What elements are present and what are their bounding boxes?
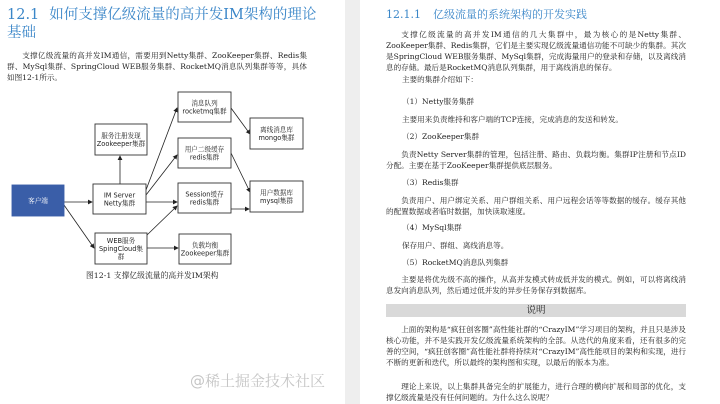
node-label: Zookeeper集群	[96, 140, 146, 148]
diagram-node-zk-register	[95, 124, 147, 155]
item-desc: 主要用来负责维持和客户端的TCP连接，完成消息的发送和转发。	[402, 115, 624, 124]
node-label: 消息队列	[191, 99, 218, 108]
node-label: Zookeeper集群	[180, 249, 230, 258]
section-heading: 12.1 如何支撑亿级流量的高并发IM架构的理论基础	[7, 7, 317, 41]
node-label: 群	[117, 253, 125, 261]
node-label: mongo集群	[258, 134, 295, 142]
node-label: redis集群	[189, 198, 220, 207]
note-paragraph: 上面的架构是“疯狂创客圈”高性能社群的“CrazyIM”学习项目的架构，并且只是涉及核心功能，并不是实践开发亿级流量系统架构的全部。从迭代的角度来看，还有很多的完善的空间，“疯狂创客圈”高性能社群将持续对“CrazyIM”高性能项目的架构和实现，进行不断的更新和迭代，所以最终的架构图和实现，以最后的版本为准。	[386, 325, 686, 367]
diagram-node-mongo	[250, 118, 303, 149]
intro-paragraph: 支撑亿级流量的高并发IM通信，需要用到Netty集群、ZooKeeper集群、Redis集群、MySql集群、SpringCloud WEB服务集群、RocketMQ消息队列集群等等，具体如图12-1所示。	[7, 51, 307, 82]
node-label: Netty集群	[103, 199, 136, 208]
diagram-node-redis-session	[178, 183, 231, 213]
page-gutter	[345, 0, 360, 404]
item-title: （4）MySql集群	[402, 223, 462, 232]
paragraph: 主要的集群介绍如下：	[402, 75, 478, 84]
note-header: 说明	[386, 304, 686, 317]
node-label: mysql集群	[260, 197, 293, 205]
item-title: （1）Netty服务集群	[402, 97, 474, 106]
item-desc: 主要是将优先级不高的操作，从高并发模式转成低并发的模式。例如，可以将离线消息发向消息队列，然后通过低并发的异步任务保存到数据库。	[386, 275, 686, 295]
node-label: 用户数据库	[260, 189, 293, 197]
node-label: 负载均衡	[191, 241, 219, 250]
node-label: IM Server	[103, 191, 136, 200]
item-title: （2）ZooKeeper集群	[402, 132, 480, 141]
node-label: 用户二级缓存	[184, 145, 225, 154]
paragraph: 理论上来说，以上集群具备完全的扩展能力，进行合理的横向扩展和局部的优化，支撑亿级流量是没有任何问题的。为什么这么说呢？	[386, 382, 686, 402]
subsection-heading: 12.1.1 亿级流量的系统架构的开发实践	[386, 8, 587, 21]
diagram-arrows	[64, 108, 250, 248]
node-label: Session缓存	[185, 190, 224, 199]
diagram-node-client	[12, 185, 64, 216]
figure-caption: 图12-1 支撑亿级流量的高并发IM架构	[86, 271, 219, 280]
item-desc: 负责Netty Server集群的管理，包括注册、路由、负载均衡。集群IP注册和节点ID分配。主要在基于ZooKeeper集群提供底层服务。	[386, 150, 686, 170]
item-desc: 负责用户、用户绑定关系、用户群组关系、用户远程会话等等数据的缓存。缓存其他的配置数据或者临时数据，加快读取速度。	[386, 196, 686, 216]
node-label: SpingCloud集	[99, 245, 143, 253]
diagram-node-mysql	[250, 181, 303, 212]
left-page	[0, 0, 345, 404]
node-label: 客户端	[28, 197, 48, 205]
item-title: （3）Redis集群	[402, 178, 459, 187]
watermark: @稀土掘金技术社区	[190, 372, 326, 390]
item-title: （5）RocketMQ消息队列集群	[402, 258, 509, 267]
diagram-node-zk-lb	[179, 234, 231, 264]
node-label: 离线消息库	[260, 126, 293, 134]
diagram-node-rocketmq	[178, 92, 231, 122]
diagram-node-im-server	[93, 184, 146, 214]
diagram-node-redis-user	[178, 138, 231, 168]
architecture-diagram	[0, 0, 345, 290]
node-label: 服务注册发现	[101, 132, 141, 140]
node-label: rocketmq集群	[182, 107, 227, 116]
node-label: WEB服务	[106, 237, 136, 245]
paragraph: 支撑亿级流量的高并发IM通信的几大集群中，最为核心的是Netty集群、ZooKeeper集群、Redis集群，它们是主要实现亿级流量通信功能不可缺少的集群。其次是SpringCloud WEB服务集群、MySql集群，完成海量用户的登录和存储，以及离线消息的存储。最后是RocketMQ消息队列集群，用于离线消息的保存。	[386, 30, 686, 72]
right-page	[360, 0, 720, 404]
item-desc: 保存用户、群组、离线消息等。	[402, 241, 509, 250]
node-label: redis集群	[189, 153, 220, 162]
diagram-node-web	[95, 233, 147, 264]
